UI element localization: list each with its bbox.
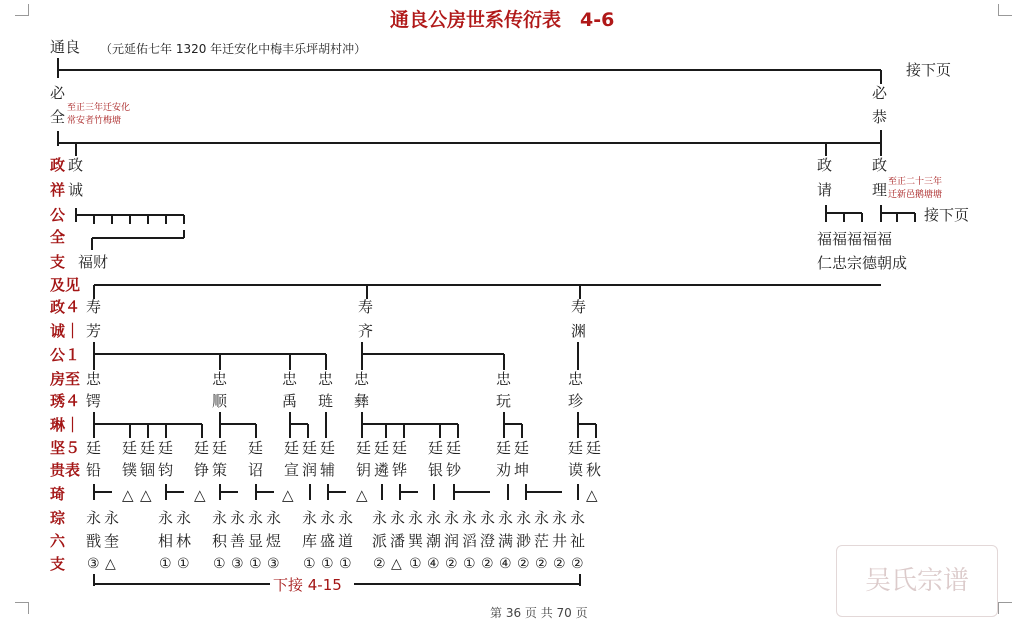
person-char: 诚 [68,181,84,199]
person-char: 铧 [392,461,408,479]
page-footer: 第 36 页 共 70 页 [490,606,588,620]
connector-line [219,412,221,438]
person-char: 润 [444,532,460,550]
person-char: 廷 [320,439,336,457]
person-char: 廷 [302,439,318,457]
connector-line [503,412,505,438]
person-char: 忠 [354,370,370,388]
connector-line [255,424,257,438]
connector-line [289,412,291,438]
person-char: 煜 [266,532,282,550]
person-char: 渺 [516,532,532,550]
person-char: 钞 [446,461,462,479]
gen-label-1: 祥 [50,181,66,199]
connector-line [914,213,916,222]
connector-line [457,424,459,438]
connector-line [362,353,504,355]
person-char: 滔 [462,532,478,550]
connector-line [881,212,915,214]
gen-label-2: 公 [50,206,66,224]
connector-line [75,143,77,156]
branch-count: ② [373,556,386,572]
branch-count: ② [517,556,530,572]
branch-count: △ [105,556,116,572]
person-char: 玩 [496,392,512,410]
person-char: 遴 [374,461,390,479]
person-char: 忠 [282,370,298,388]
connector-line [825,143,827,156]
connector-line [400,491,418,493]
person-char: 润 [302,461,318,479]
branch-count: ① [159,556,172,572]
branch-count: ③ [267,556,280,572]
connector-line [94,583,270,585]
connector-line [861,213,863,222]
person-char: 锢 [140,461,156,479]
person-char: 道 [338,532,354,550]
branch-count: ① [249,556,262,572]
connector-line [361,412,363,438]
person-char: 忠 [318,370,334,388]
connector-line [843,213,845,222]
person-char: 政 [817,156,833,174]
gen-label-8: 公１ [50,346,81,364]
person-char: 廷 [568,439,584,457]
person-char: 永 [426,509,442,527]
branch-count: ④ [427,556,440,572]
person-char: 永 [462,509,478,527]
connector-line [93,342,95,370]
migration-note: 至正三年迁安化 [67,103,131,113]
connector-line [503,354,505,370]
branch-count: ③ [231,556,244,572]
branch-count: ③ [87,556,100,572]
gen-label-15: 琮 [50,509,66,527]
person-char: 廷 [194,439,210,457]
person-char: 永 [534,509,550,527]
person-char: 银 [428,461,444,479]
connector-line [93,412,95,438]
person-char: 理 [872,181,888,199]
person-char: 永 [176,509,192,527]
connector-line [255,484,257,500]
person-char: 永 [408,509,424,527]
connector-line [433,484,435,500]
person-char: 永 [498,509,514,527]
crop-mark [28,602,29,614]
person-char: 善 [230,532,246,550]
connector-line [92,237,184,239]
person-char: 寿 [571,298,587,316]
connector-line [307,424,309,438]
childless-mark: △ [282,486,294,504]
person-char: 永 [444,509,460,527]
connector-line [75,208,77,222]
branch-count: ② [535,556,548,572]
connector-line [354,583,580,585]
person-char: 林 [176,532,192,550]
gen-label-14: 琦 [50,485,66,503]
connector-line [201,424,203,438]
person-char: 顺 [212,392,228,410]
connector-line [595,424,597,438]
person-char: 宣 [284,461,300,479]
ancestor-char: 必 [872,84,888,102]
connector-line [507,484,509,500]
ancestor-char: 必 [50,84,66,102]
branch-count: ② [481,556,494,572]
connector-line [129,424,131,438]
connector-line [577,412,579,438]
person-char: 廷 [374,439,390,457]
continue-label: 接下页 [924,206,970,224]
person-char: 茫 [534,532,550,550]
person-char: 相 [158,532,174,550]
person-char: 潘 [390,532,406,550]
childless-mark: △ [122,486,134,504]
person-char: 锷 [86,392,102,410]
person-char: 积 [212,532,228,550]
connector-line [94,284,881,286]
root-name: 通良 [50,38,81,56]
connector-line [327,484,329,500]
connector-line [290,423,308,425]
person-char: 永 [552,509,568,527]
connector-line [366,285,368,299]
person-char: 满 [498,532,514,550]
continue-ref: 下接 4-15 [273,576,342,594]
person-char: 库 [302,532,318,550]
person-char: 廷 [212,439,228,457]
connector-line [579,285,581,299]
person-char: 廷 [284,439,300,457]
person-char: 派 [372,532,388,550]
gen-label-0: 政 [50,156,66,174]
person-char: 潮 [426,532,442,550]
connector-line [362,423,458,425]
watermark-seal: 吴氏宗谱 [836,545,998,617]
connector-line [454,491,490,493]
person-char: 澄 [480,532,496,550]
connector-line [521,424,523,438]
person-char: 铅 [86,461,102,479]
connector-line [183,215,185,224]
connector-line [129,215,131,224]
connector-line [325,354,327,370]
person-char: 廷 [392,439,408,457]
person-char: 永 [86,509,102,527]
connector-line [94,491,112,493]
branch-count: ④ [499,556,512,572]
person-char: 镤 [122,461,138,479]
person-char: 辅 [320,461,336,479]
person-char: 永 [104,509,120,527]
gen-label-7: 诚｜ [50,322,81,340]
person-char: 永 [516,509,532,527]
person-char: 廷 [158,439,174,457]
person-char: 忠 [212,370,228,388]
person-char: 彝 [354,392,370,410]
person-char: 廷 [356,439,372,457]
childless-mark: △ [194,486,206,504]
gen-label-13: 贵表 [50,461,81,479]
ancestor-char: 全 [50,108,66,126]
connector-line [577,342,579,370]
connector-line [880,130,882,156]
crop-mark [998,602,1012,603]
person-names-row: 仁忠宗德朝成 [817,254,908,272]
connector-line [219,484,221,500]
person-char: 政 [872,156,888,174]
person-char: 廷 [496,439,512,457]
person-char: 坤 [514,461,530,479]
connector-line [289,354,291,370]
crop-mark [998,602,999,614]
person-char: 盛 [320,532,336,550]
person-char: 永 [480,509,496,527]
person-char: 廷 [140,439,156,457]
person-char: 渊 [571,322,587,340]
person-char: 诏 [248,461,264,479]
person-char: 显 [248,532,264,550]
childless-mark: △ [586,486,598,504]
person-char: 廷 [586,439,602,457]
connector-line [147,424,149,438]
gen-label-3: 全 [50,228,66,246]
crop-mark [998,15,1012,16]
connector-line [439,424,441,438]
person-char: 琏 [318,392,334,410]
person-char: 永 [302,509,318,527]
person-char: 铮 [194,461,210,479]
connector-line [896,213,898,222]
person-char: 永 [266,509,282,527]
branch-count: ② [571,556,584,572]
branch-count: ① [409,556,422,572]
gen-label-10: 琇４ [50,392,81,410]
branch-count: △ [391,556,402,572]
ancestor-char: 恭 [872,108,888,126]
person-char: 永 [320,509,336,527]
connector-line [220,491,238,493]
person-char: 永 [248,509,264,527]
gen-label-4: 支 [50,253,66,271]
person-char: 永 [570,509,586,527]
person-char: 廷 [248,439,264,457]
connector-line [58,69,881,71]
gen-label-17: 支 [50,555,66,573]
gen-label-16: 六 [50,532,66,550]
person-char: 政 [68,156,84,174]
childless-mark: △ [140,486,152,504]
migration-note: 至正二十三年 [888,177,943,187]
branch-count: ② [445,556,458,572]
branch-count: ① [303,556,316,572]
connector-line [94,353,326,355]
branch-count: ① [321,556,334,572]
connector-line [578,423,596,425]
connector-line [165,484,167,500]
person-char: 秋 [586,461,602,479]
person-char: 廷 [446,439,462,457]
branch-count: ① [339,556,352,572]
person-char: 钥 [356,461,372,479]
connector-line [328,491,346,493]
connector-line [220,423,256,425]
person-char: 永 [158,509,174,527]
branch-count: ① [177,556,190,572]
person-char: 禹 [282,392,298,410]
person-char: 请 [817,181,833,199]
person-char: 珍 [568,392,584,410]
person-names-row: 福福福福福 [817,230,893,248]
person-char: 谟 [568,461,584,479]
connector-line [880,70,882,84]
connector-line [91,238,93,250]
connector-line [504,423,522,425]
person-char: 芳 [86,322,102,340]
connector-line [381,484,383,500]
person-char: 忠 [86,370,102,388]
person-char: 寿 [86,298,102,316]
connector-line [183,230,185,238]
person-char: 永 [338,509,354,527]
connector-line [165,424,167,438]
person-char: 永 [230,509,246,527]
person-char: 忠 [496,370,512,388]
continue-label: 接下页 [906,61,952,79]
connector-line [147,215,149,224]
person-char: 井 [552,532,568,550]
page-title: 通良公房世系传衍表 4-6 [390,9,615,31]
person-char: 寿 [358,298,374,316]
crop-mark [15,15,29,16]
connector-line [166,491,184,493]
connector-line [577,484,579,500]
person-char: 廷 [514,439,530,457]
connector-line [325,412,327,438]
branch-count: ① [213,556,226,572]
connector-line [525,484,527,500]
connector-line [93,484,95,500]
migration-note: 迁新邑鹅塘塘 [888,190,943,200]
connector-line [165,215,167,224]
gen-label-5: 及见 [50,276,81,294]
gen-label-12: 坚５ [50,439,81,457]
person-char: 钧 [158,461,174,479]
connector-line [361,342,363,370]
person-char: 祉 [570,532,586,550]
connector-line [57,58,59,78]
connector-line [403,424,405,438]
person-char: 策 [212,461,228,479]
crop-mark [15,602,29,603]
person-name: 福财 [78,253,109,271]
person-char: 廷 [428,439,444,457]
person-char: 永 [372,509,388,527]
connector-line [453,484,455,500]
gen-label-11: 琳｜ [50,416,81,434]
person-char: 劝 [496,461,512,479]
branch-count: ② [553,556,566,572]
branch-count: ① [463,556,476,572]
gen-label-9: 房至 [50,370,81,388]
migration-note: 常安者竹梅塘 [67,116,122,126]
connector-line [219,354,221,370]
person-char: 廷 [122,439,138,457]
connector-line [385,424,387,438]
person-char: 忠 [568,370,584,388]
connector-line [58,142,881,144]
person-char: 廷 [86,439,102,457]
connector-line [309,484,311,500]
connector-line [526,491,562,493]
connector-line [93,285,95,299]
connector-line [399,484,401,500]
person-char: 奎 [104,532,120,550]
root-note: （元延佑七年 1320 年迁安化中梅丰乐坪胡村冲） [100,42,367,56]
childless-mark: △ [356,486,368,504]
connector-line [256,491,274,493]
person-char: 永 [212,509,228,527]
connector-line [111,215,113,224]
connector-line [93,215,95,224]
person-char: 永 [390,509,406,527]
gen-label-6: 政４ [50,298,81,316]
person-char: 戬 [86,532,102,550]
person-char: 巽 [408,532,424,550]
person-char: 齐 [358,322,374,340]
